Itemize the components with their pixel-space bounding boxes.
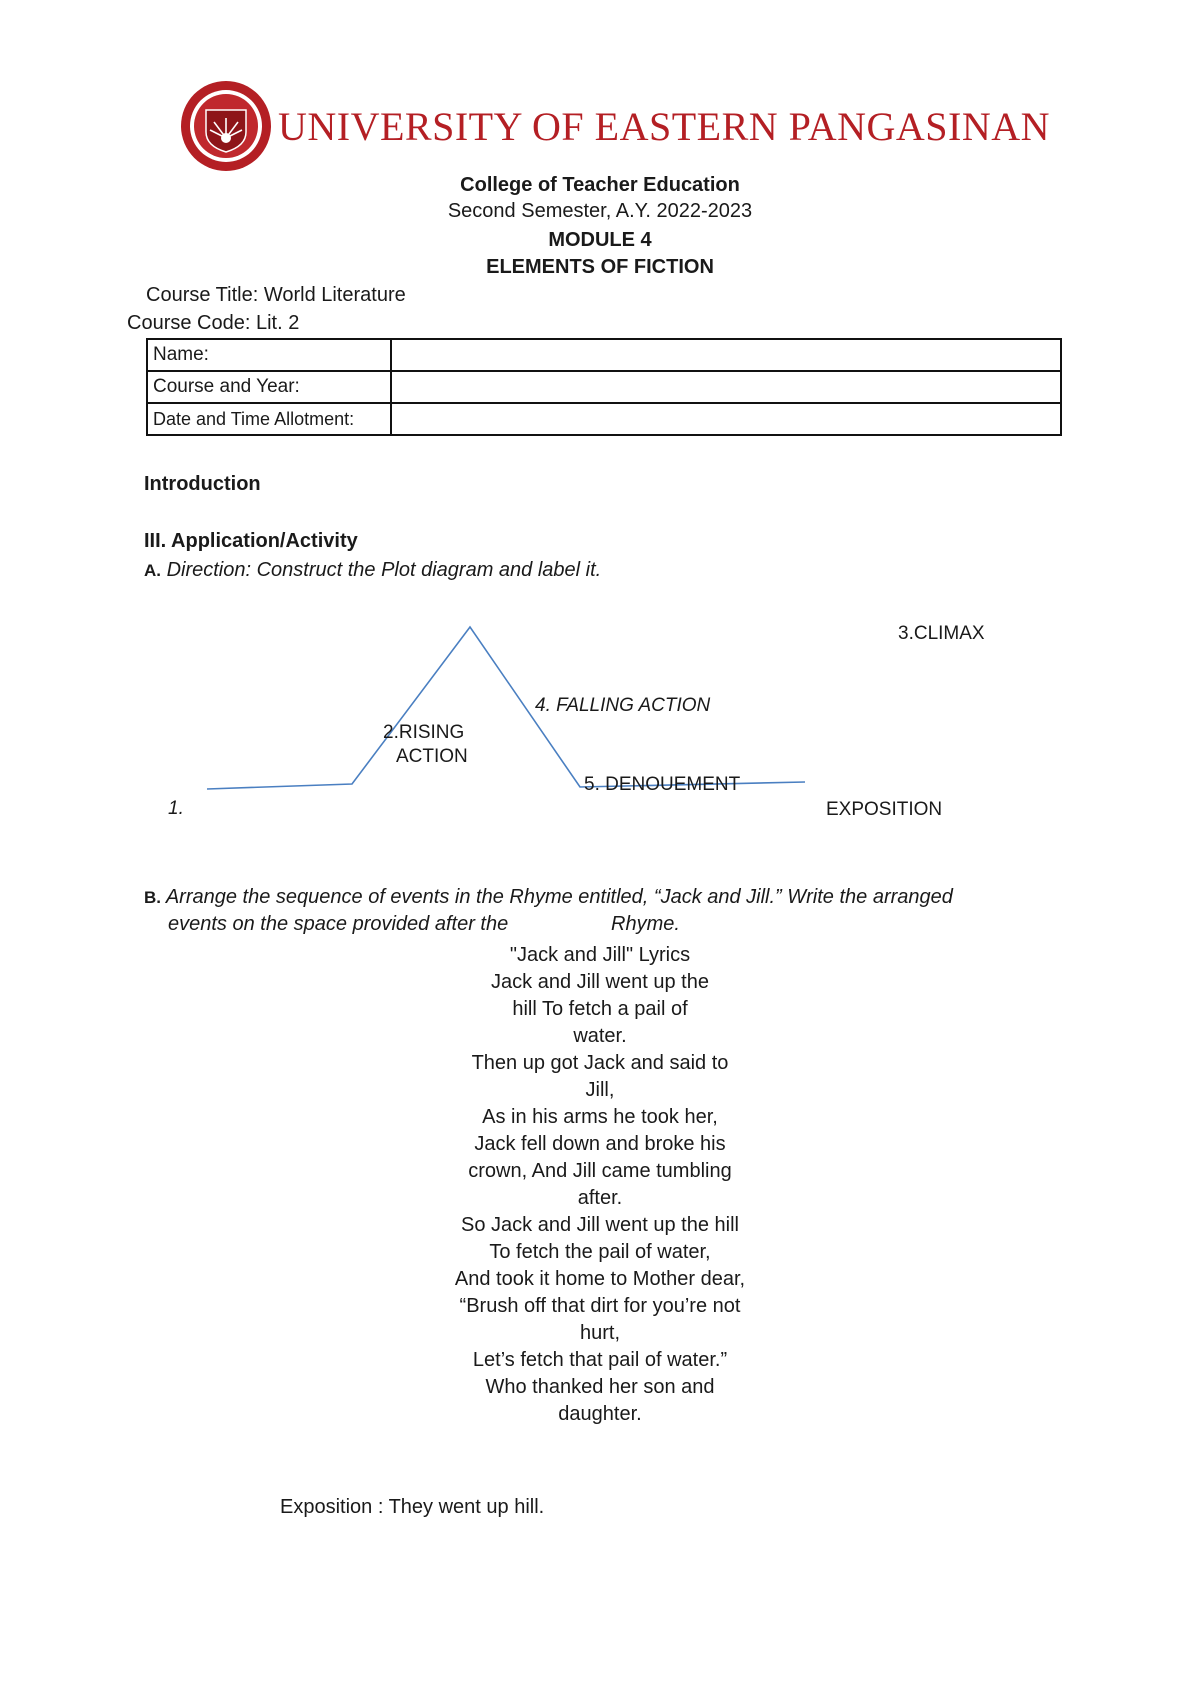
rising-action-label-2: ACTION	[396, 746, 468, 767]
module-title: ELEMENTS OF FICTION	[486, 256, 714, 278]
part-b-letter: B.	[144, 888, 161, 907]
introduction-heading: Introduction	[144, 473, 261, 495]
poem-line: daughter.	[558, 1403, 642, 1425]
exposition-number: 1.	[168, 798, 184, 819]
course-title: Course Title: World Literature	[146, 284, 406, 306]
denouement-label: 5. DENOUEMENT	[584, 774, 741, 795]
poem-line: hill To fetch a pail of	[512, 998, 688, 1020]
poem-line: As in his arms he took her,	[482, 1106, 718, 1128]
poem-line: Jack fell down and broke his	[474, 1133, 726, 1155]
part-b-text-2: events on the space provided after the	[168, 913, 509, 935]
falling-action-label: 4. FALLING ACTION	[535, 695, 711, 716]
table-row	[147, 371, 1061, 403]
course-year-field[interactable]	[391, 371, 1061, 403]
rising-action-label-1: 2.RISING	[383, 722, 465, 743]
course-code: Course Code: Lit. 2	[127, 312, 300, 334]
part-b-text-1: Arrange the sequence of events in the Rhyme entitled, “Jack and Jill.” Write the arranged	[165, 886, 953, 908]
poem-line: To fetch the pail of water,	[489, 1241, 711, 1263]
poem-line: Jack and Jill went up the	[491, 971, 709, 993]
module-heading: MODULE 4	[548, 229, 652, 251]
poem-line: Let’s fetch that pail of water.”	[472, 1349, 728, 1371]
part-b-text-2-end: Rhyme.	[611, 913, 680, 935]
exposition-answer: Exposition : They went up hill.	[280, 1496, 545, 1518]
university-name: UNIVERSITY OF EASTERN PANGASINAN	[278, 104, 1050, 149]
exposition-label: EXPOSITION	[826, 799, 943, 820]
name-label: Name:	[147, 339, 391, 371]
poem-line: Who thanked her son and	[485, 1376, 715, 1398]
name-field[interactable]	[391, 339, 1061, 371]
poem-line: hurt,	[579, 1322, 621, 1344]
poem-line: after.	[577, 1187, 623, 1209]
plot-line	[207, 627, 805, 789]
date-time-label: Date and Time Allotment:	[147, 403, 391, 435]
application-heading: III. Application/Activity	[144, 530, 358, 552]
poem-line: “Brush off that dirt for you’re not	[459, 1295, 741, 1317]
part-a-letter: A.	[144, 561, 161, 580]
poem-line: water.	[573, 1025, 627, 1047]
climax-label: 3.CLIMAX	[898, 623, 985, 644]
student-info-table	[146, 338, 1062, 436]
part-a-text: Direction: Construct the Plot diagram and label it.	[166, 559, 602, 581]
poem-line: crown, And Jill came tumbling	[468, 1160, 732, 1182]
semester-heading: Second Semester, A.Y. 2022-2023	[447, 200, 753, 222]
part-a-direction	[144, 559, 601, 582]
poem-line: So Jack and Jill went up the hill	[461, 1214, 739, 1236]
part-b-direction-line1	[144, 886, 953, 909]
table-row	[147, 403, 1061, 435]
poem-line: "Jack and Jill" Lyrics	[509, 944, 691, 966]
poem-line: And took it home to Mother dear,	[454, 1268, 746, 1290]
table-row	[147, 339, 1061, 371]
poem-line: Jill,	[585, 1079, 615, 1101]
date-time-field[interactable]	[391, 403, 1061, 435]
jack-and-jill-poem	[0, 942, 1200, 1428]
college-heading: College of Teacher Education	[460, 174, 740, 196]
course-year-label: Course and Year:	[147, 371, 391, 403]
university-seal-logo	[180, 80, 272, 172]
poem-line: Then up got Jack and said to	[471, 1052, 729, 1074]
